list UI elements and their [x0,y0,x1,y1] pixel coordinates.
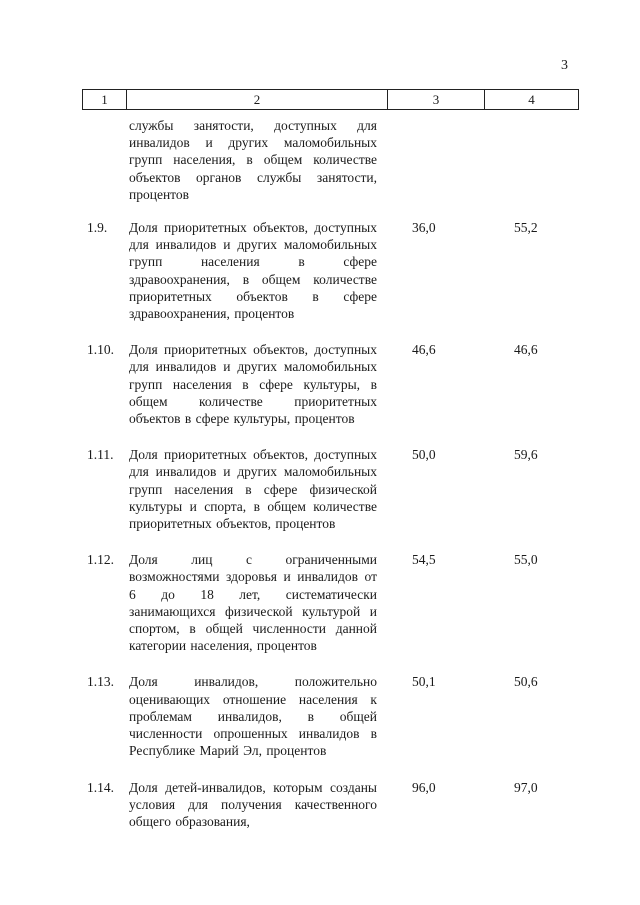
table-row [82,446,579,532]
table-row [82,117,579,203]
row-text: Доля приоритетных объектов, доступных для инвалидов и других маломобильных групп населения в сфере здравоохранения, в общем количестве приоритетных объектов в сфере здравоохранения, процентов [129,220,377,322]
row-text: Доля детей-инвалидов, которым созданы условия для получения качественного общего образования, [129,779,377,829]
row-number: 1.9. [87,220,108,236]
row-value-col4: 55,0 [514,552,538,568]
header-col-2: 2 [127,90,388,109]
row-number: 1.14. [87,779,114,795]
row-value-col3: 50,0 [412,447,436,463]
table-row [82,219,579,322]
row-value-col4: 97,0 [514,779,538,795]
row-value-col4: 59,6 [514,447,538,463]
header-col-1: 1 [83,90,127,109]
row-text: Доля инвалидов, положительно оценивающих отношение населения к проблемам инвалидов, в общей численности опрошенных инвалидов в Республике Марий Эл, процентов [129,674,377,759]
row-number: 1.13. [87,674,114,690]
row-value-col4: 55,2 [514,220,538,236]
table-body [82,117,579,849]
row-value-col4: 46,6 [514,342,538,358]
table-header [82,89,579,110]
row-text: Доля приоритетных объектов, доступных для инвалидов и других маломобильных групп населения в сфере культуры, в общем количестве приоритетных объектов в сфере культуры, процентов [129,342,377,427]
row-value-col3: 54,5 [412,552,436,568]
row-value-col3: 96,0 [412,779,436,795]
row-text: Доля лиц с ограниченными возможностями здоровья и инвалидов от 6 до 18 лет, систематически занимающихся физической культурой и спортом, в общей численности данной категории населения, процентов [129,552,377,654]
header-col-3: 3 [388,90,485,109]
row-text: службы занятости, доступных для инвалидов и других маломобильных групп населения, в общем количестве объектов органов службы занятости, процентов [129,118,377,202]
row-number: 1.12. [87,552,114,568]
table-row [82,779,579,831]
row-number: 1.10. [87,342,114,358]
row-text: Доля приоритетных объектов, доступных для инвалидов и других маломобильных групп населения в сфере физической культуры и спорта, в общем количестве приоритетных объектов, процентов [129,447,377,532]
row-value-col3: 46,6 [412,342,436,358]
table-row [82,673,579,759]
row-number: 1.11. [87,447,114,463]
page-number: 3 [561,58,568,73]
row-value-col4: 50,6 [514,674,538,690]
table-row [82,551,579,654]
header-col-4: 4 [528,91,535,107]
table-row [82,341,579,427]
row-value-col3: 36,0 [412,220,436,236]
row-value-col3: 50,1 [412,674,436,690]
